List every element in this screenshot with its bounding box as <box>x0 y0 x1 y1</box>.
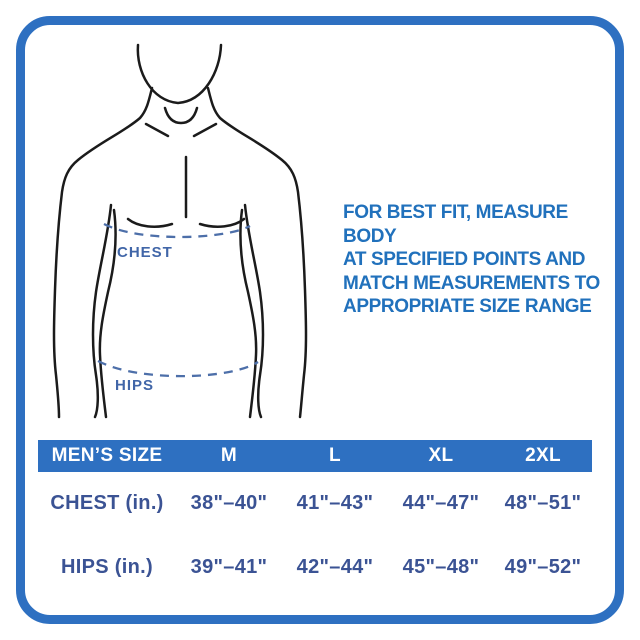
hips-label: HIPS <box>115 377 155 394</box>
header-size-xl: XL <box>428 445 454 466</box>
fit-instructions-line: MATCH MEASUREMENTS TO <box>343 272 600 294</box>
figure-throat-notch <box>165 108 197 123</box>
hips-value-xl: 45"–48" <box>402 555 480 578</box>
hips-value-2xl: 49"–52" <box>504 555 582 578</box>
chest-value-l: 41"–43" <box>296 491 374 514</box>
hips-row <box>38 551 592 583</box>
figure-outline-right <box>208 88 306 417</box>
chest-row <box>38 487 592 519</box>
figure-pec-left <box>128 219 172 227</box>
fit-instructions-line: AT SPECIFIED POINTS AND <box>343 249 586 270</box>
hips-value-l: 42"–44" <box>296 555 374 578</box>
chest-value-2xl: 48"–51" <box>504 491 582 514</box>
fit-instructions <box>343 201 605 319</box>
header-size-l: L <box>329 445 341 466</box>
figure-torso-side-left <box>100 210 116 417</box>
hips-measure-line <box>98 361 258 376</box>
header-size-2xl: 2XL <box>525 445 561 466</box>
fit-instructions-line: FOR BEST FIT, MEASURE BODY <box>343 202 568 247</box>
mens-size-chart <box>38 440 592 583</box>
hips-row-label: HIPS (in.) <box>61 555 153 578</box>
figure-torso-side-right <box>240 210 256 417</box>
fit-instructions-line: APPROPRIATE SIZE RANGE <box>343 296 592 317</box>
header-mens-size: MEN’S SIZE <box>51 445 163 466</box>
header-size-m: M <box>220 445 238 466</box>
male-torso-diagram <box>28 20 328 420</box>
chest-value-m: 38"–40" <box>190 491 268 514</box>
chest-label: CHEST <box>117 244 173 261</box>
figure-collarbone-right <box>194 124 216 136</box>
chest-row-label: CHEST (in.) <box>50 491 164 514</box>
chest-value-xl: 44"–47" <box>402 491 480 514</box>
figure-collarbone-left <box>146 124 168 136</box>
hips-value-m: 39"–41" <box>190 555 268 578</box>
size-chart-header-row <box>38 440 592 472</box>
figure-pec-right <box>200 219 244 227</box>
